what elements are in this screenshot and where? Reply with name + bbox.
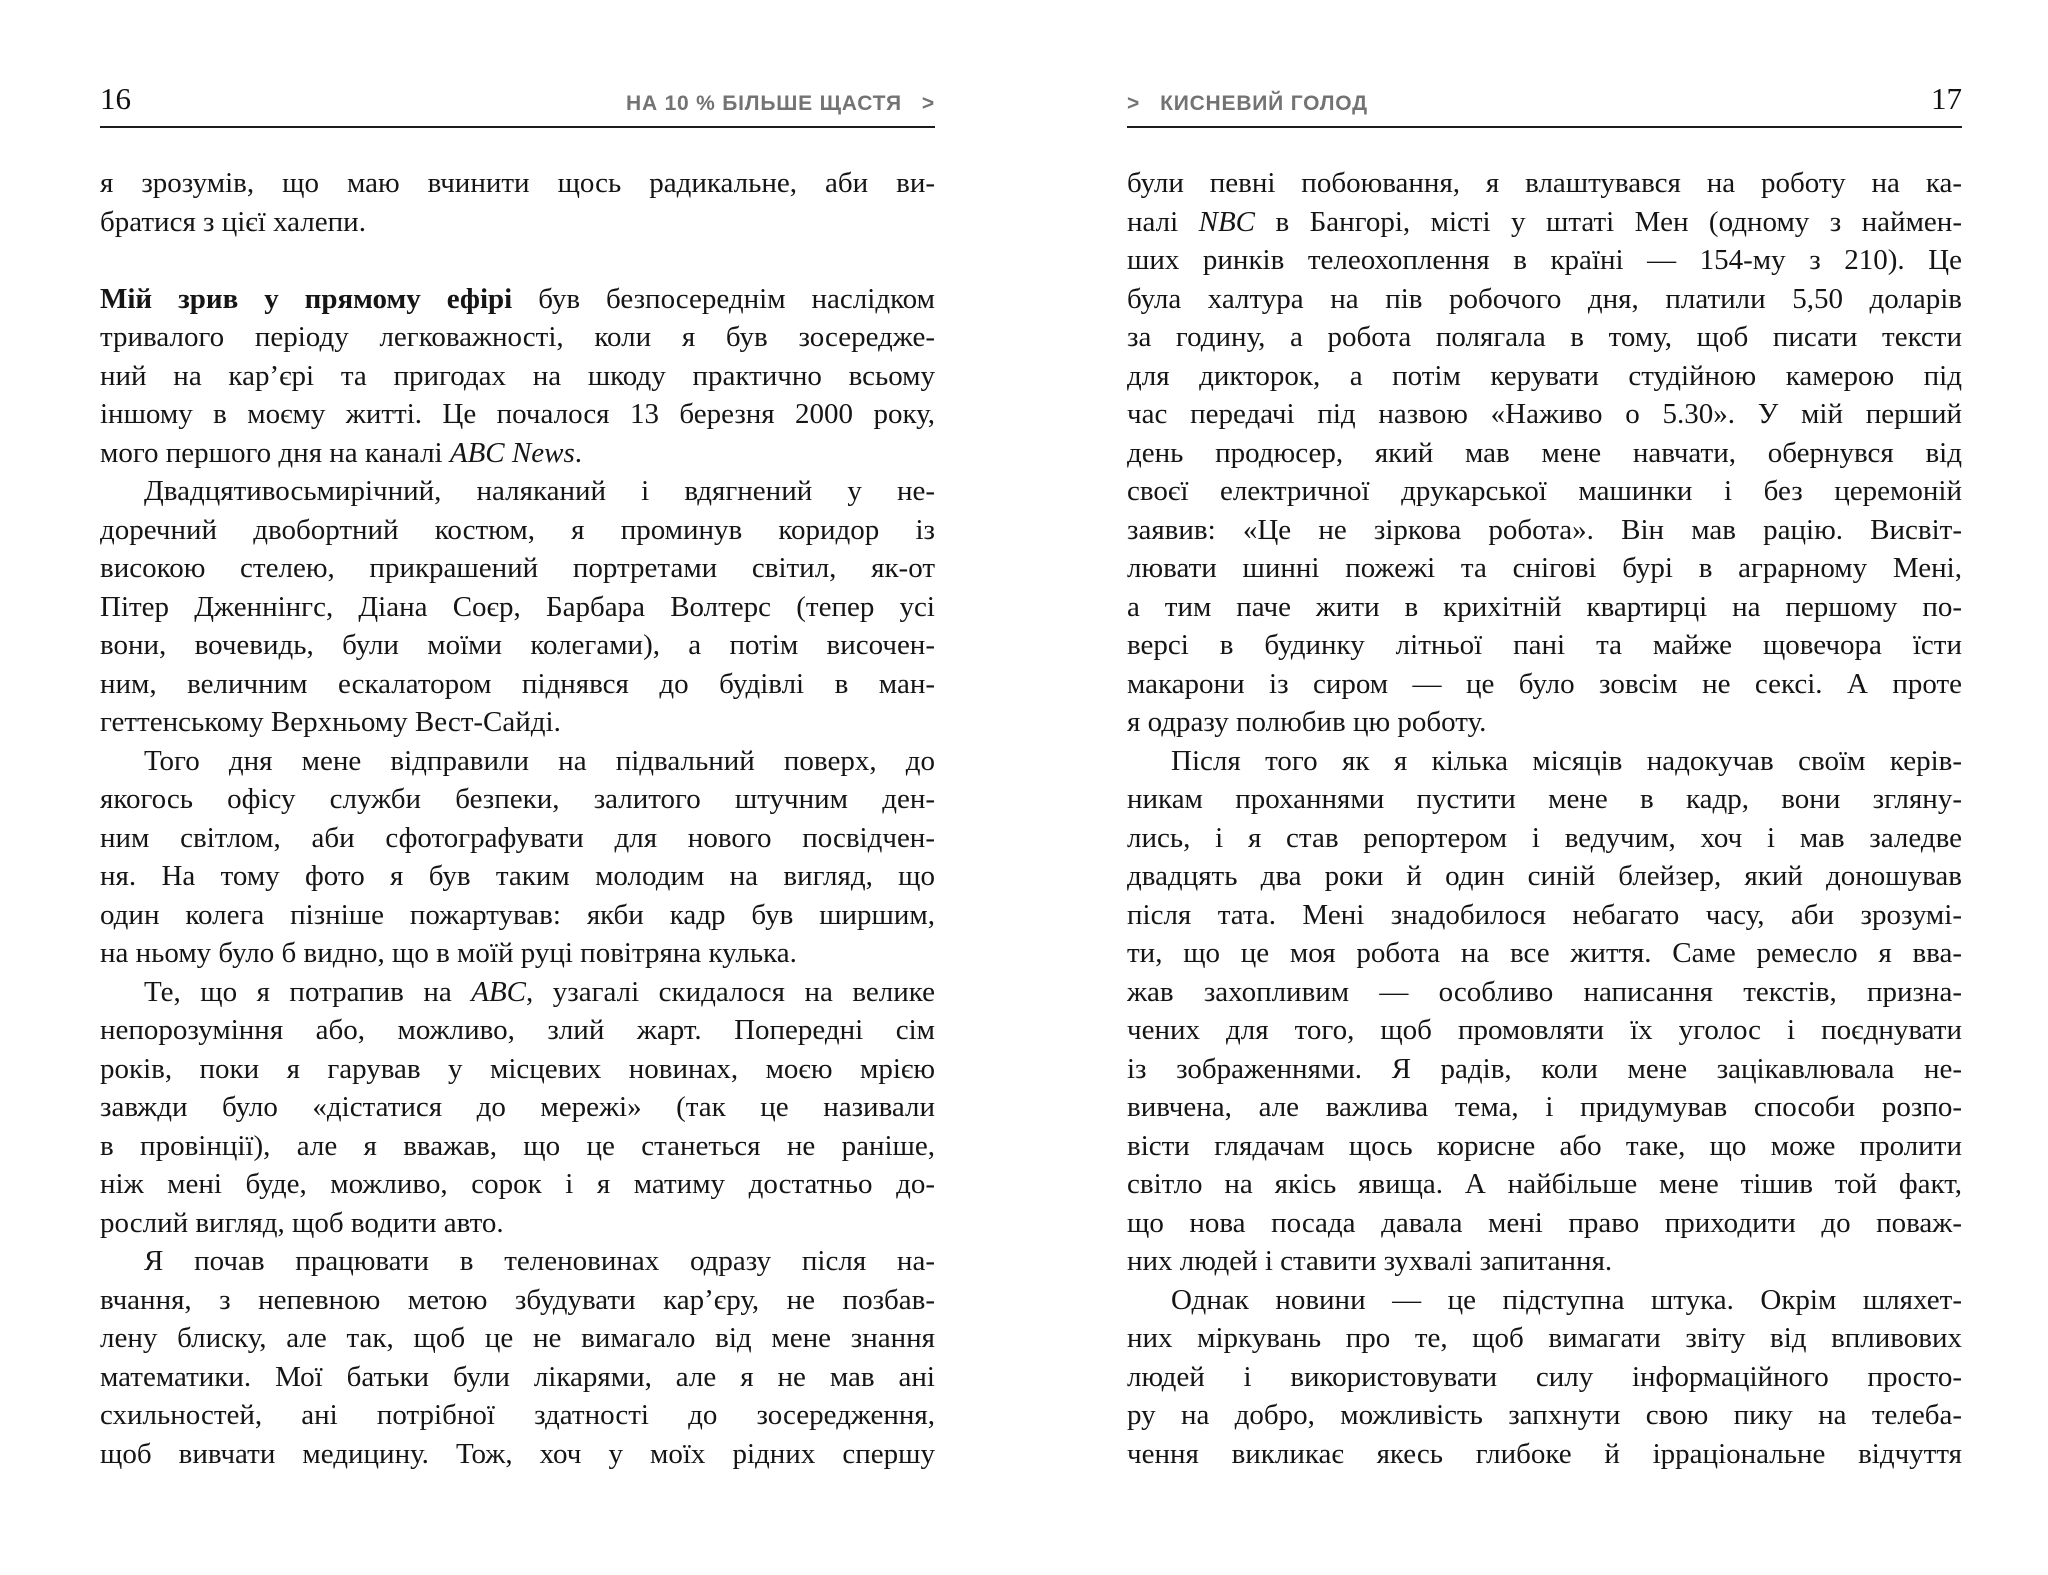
text-segment: братися з цієї халепи.	[100, 205, 366, 238]
text-line	[100, 934, 935, 973]
page-header-right	[1127, 58, 1962, 128]
text-segment: іншому в моєму житті. Це почалося 13 березня 2000 року,	[100, 398, 935, 430]
text-segment: день продюсер, який мав мене навчати, обернувся від	[1127, 436, 1962, 469]
text-segment: них людей і ставити зухвалі запитання.	[1127, 1245, 1613, 1277]
text-segment: лись, і я став репортером і ведучим, хоч і мав заледве	[1127, 821, 1962, 854]
text-line	[1127, 549, 1962, 588]
text-line	[1127, 1011, 1962, 1050]
text-line	[1127, 434, 1962, 473]
text-line	[1127, 742, 1962, 781]
text-segment: жав захопливим — особливо написання текстів, призна-	[1127, 975, 1962, 1008]
page-number-left: 16	[100, 81, 131, 116]
text-line	[1127, 203, 1962, 242]
text-segment: Того дня мене відправили на підвальний поверх, до	[144, 744, 935, 777]
text-line	[1127, 511, 1962, 550]
text-line	[1127, 1050, 1962, 1089]
text-segment: із зображеннями. Я радів, коли мене зацікавлювала не-	[1127, 1052, 1962, 1085]
text-segment: Однак новини — це підступна штука. Окрім шляхет-	[1171, 1283, 1962, 1316]
text-segment: щоб вивчати медицину. Тож, хоч у моїх рідних спершу	[100, 1437, 935, 1470]
text-segment: схильностей, ані потрібної здатності до зосередження,	[100, 1399, 935, 1431]
page-body-right	[1127, 164, 1962, 1473]
text-segment: вони, вочевидь, були моїми колегами), а потім височен-	[100, 629, 935, 661]
text-line	[100, 819, 935, 858]
text-segment: рослий вигляд, щоб водити авто.	[100, 1206, 504, 1239]
running-header-left-text: НА 10 % БІЛЬШЕ ЩАСТЯ	[626, 92, 902, 115]
text-segment: ним, величним ескалатором піднявся до будівлі в ман-	[100, 667, 935, 700]
text-segment: високою стелею, прикрашений портретами світил, як-от	[100, 552, 935, 584]
chevron-right-icon: >	[1127, 92, 1141, 115]
text-line	[100, 318, 935, 357]
text-line	[1127, 395, 1962, 434]
text-segment: я одразу полюбив цю роботу.	[1127, 706, 1487, 738]
text-line	[1127, 241, 1962, 280]
text-line	[100, 1204, 935, 1243]
text-segment: версі в будинку літньої пані та майже щовечора їсти	[1127, 629, 1962, 661]
text-segment: вчання, з непевною метою збудувати кар’єру, не позбав-	[100, 1283, 935, 1316]
text-line	[100, 626, 935, 665]
text-line	[100, 1435, 935, 1474]
text-segment: тривалого періоду легковажності, коли я був зосередже-	[100, 321, 935, 353]
text-segment: ня. На тому фото я був таким молодим на вигляд, що	[100, 860, 935, 892]
text-line	[1127, 626, 1962, 665]
text-line	[1127, 1165, 1962, 1204]
page-right	[1127, 58, 1962, 1473]
text-segment: ABC News	[449, 436, 575, 469]
text-segment: двадцять два роки й один синій блейзер, який доношував	[1127, 860, 1962, 892]
text-line	[1127, 780, 1962, 819]
text-segment: ний на кар’єрі та пригодах на шкоду практично всьому	[100, 359, 935, 392]
text-line	[100, 780, 935, 819]
text-line	[1127, 857, 1962, 896]
text-line	[1127, 1281, 1962, 1320]
text-line	[1127, 819, 1962, 858]
running-header-right	[1127, 93, 1368, 114]
text-segment: для дикторок, а потім керувати студійною камерою під	[1127, 359, 1962, 392]
blank-line	[100, 241, 935, 280]
text-segment: , узагалі скидалося на велике	[526, 975, 935, 1008]
text-segment: були певні побоювання, я влаштувався на роботу на ка-	[1127, 167, 1962, 199]
text-line	[100, 588, 935, 627]
text-line	[100, 549, 935, 588]
text-segment: а тим паче жити в крихітній квартирці на першому по-	[1127, 590, 1962, 623]
text-line	[1127, 1088, 1962, 1127]
text-segment: Пітер Дженнінгс, Діана Соєр, Барбара Волтерс (тепер усі	[100, 590, 935, 623]
text-segment: час передачі під назвою «Наживо о 5.30». У мій перший	[1127, 398, 1962, 430]
text-line	[100, 164, 935, 203]
text-line	[1127, 1319, 1962, 1358]
text-segment: в Бангорі, місті у штаті Мен (одному з наймен-	[1255, 205, 1962, 238]
text-segment: був безпосереднім наслідком	[512, 282, 935, 315]
text-line	[100, 1165, 935, 1204]
text-segment: вісти глядачам щось корисне або таке, що може пролити	[1127, 1129, 1962, 1162]
text-segment: якогось офісу служби безпеки, залитого штучним ден-	[100, 783, 935, 815]
text-segment: вивчена, але важлива тема, і придумував способи розпо-	[1127, 1091, 1962, 1123]
text-line	[100, 357, 935, 396]
text-line	[1127, 588, 1962, 627]
text-line	[1127, 665, 1962, 704]
text-segment: в провінції), але я вважав, що це станеться не раніше,	[100, 1129, 935, 1162]
text-segment: Те, що я потрапив на	[144, 975, 472, 1008]
text-segment: Після того як я кілька місяців надокучав своїм керів-	[1171, 744, 1962, 777]
text-segment: ніж мені буде, можливо, сорок і я матиму достатньо до-	[100, 1168, 935, 1200]
text-line	[100, 973, 935, 1012]
text-segment: людей і використовувати силу інформаційного просто-	[1127, 1360, 1962, 1393]
text-segment: геттенському Верхньому Вест-Сайді.	[100, 706, 561, 738]
text-line	[1127, 164, 1962, 203]
text-line	[100, 1088, 935, 1127]
text-segment: заявив: «Це не зіркова робота». Він мав рацію. Висвіт-	[1127, 513, 1962, 546]
text-segment: ру на добро, можливість запхнути свою пику на телеба-	[1127, 1399, 1962, 1431]
text-segment: була халтура на пів робочого дня, платили 5,50 доларів	[1127, 282, 1962, 315]
text-segment: лювати шинні пожежі та снігові бурі в аграрному Мені,	[1127, 552, 1962, 584]
text-line	[100, 896, 935, 935]
text-segment: я зрозумів, що маю вчинити щось радикальне, аби ви-	[100, 167, 935, 199]
text-line	[1127, 357, 1962, 396]
text-line	[100, 395, 935, 434]
text-line	[100, 1281, 935, 1320]
text-segment: чених для того, щоб промовляти їх уголос і поєднувати	[1127, 1014, 1962, 1046]
page-body-left	[100, 164, 935, 1473]
text-line	[1127, 1358, 1962, 1397]
page-header-left	[100, 58, 935, 128]
text-line	[100, 1127, 935, 1166]
text-segment: .	[574, 436, 582, 469]
text-line	[100, 280, 935, 319]
text-segment: Мій зрив у прямому ефірі	[100, 282, 513, 315]
text-segment: на ньому було б видно, що в моїй руці повітряна кулька.	[100, 937, 797, 969]
text-line	[100, 1319, 935, 1358]
text-line	[1127, 318, 1962, 357]
text-segment: після тата. Мені знадобилося небагато часу, аби зрозумі-	[1127, 898, 1962, 931]
running-header-right-text: КИСНЕВИЙ ГОЛОД	[1160, 92, 1368, 115]
text-segment: мого першого дня на каналі	[100, 436, 450, 469]
text-line	[1127, 934, 1962, 973]
text-segment: за годину, а робота полягала в тому, щоб писати тексти	[1127, 321, 1962, 353]
text-segment: доречний двобортний костюм, я проминув коридор із	[100, 513, 935, 546]
text-line	[1127, 280, 1962, 319]
text-line	[1127, 973, 1962, 1012]
text-line	[1127, 703, 1962, 742]
text-line	[1127, 1396, 1962, 1435]
text-segment: математики. Мої батьки були лікарями, але я не мав ані	[100, 1360, 935, 1393]
text-line	[100, 703, 935, 742]
text-line	[100, 1358, 935, 1397]
text-line	[100, 511, 935, 550]
text-line	[1127, 1204, 1962, 1243]
running-header-left	[626, 93, 935, 114]
text-segment: макарони із сиром — це було зовсім не сексі. А проте	[1127, 667, 1962, 700]
text-line	[1127, 1435, 1962, 1474]
text-segment: непорозуміння або, можливо, злий жарт. Попередні сім	[100, 1014, 935, 1046]
text-line	[1127, 472, 1962, 511]
text-line	[100, 1011, 935, 1050]
text-segment: завжди було «дістатися до мережі» (так це називали	[100, 1091, 935, 1123]
text-line	[100, 742, 935, 781]
text-segment: налі	[1127, 205, 1199, 238]
text-segment: що нова посада давала мені право приходити до поваж-	[1127, 1206, 1962, 1239]
text-segment: ним світлом, аби сфотографувати для нового посвідчен-	[100, 821, 935, 854]
page-number-right: 17	[1931, 81, 1962, 116]
text-segment: ших ринків телеохоплення в країні — 154-му з 210). Це	[1127, 244, 1962, 276]
text-segment: Я почав працювати в теленовинах одразу після на-	[144, 1245, 935, 1277]
text-segment: NBC	[1198, 205, 1256, 238]
text-line	[1127, 1127, 1962, 1166]
text-line	[100, 203, 935, 242]
text-segment: ABC	[471, 975, 527, 1008]
text-segment: один колега пізніше пожартував: якби кадр був ширшим,	[100, 898, 935, 931]
text-line	[100, 434, 935, 473]
text-segment: Двадцятивосьмирічний, наляканий і вдягнений у не-	[144, 475, 935, 507]
text-segment: ти, що це моя робота на все життя. Саме ремесло я вва-	[1127, 937, 1962, 969]
text-segment: світло на якісь явища. А найбільше мене тішив той факт,	[1127, 1168, 1962, 1200]
text-line	[1127, 896, 1962, 935]
chevron-right-icon: >	[921, 92, 935, 115]
text-segment: років, поки я гарував у місцевих новинах, моєю мрією	[100, 1052, 935, 1085]
text-line	[100, 857, 935, 896]
text-segment: чення викликає якесь глибоке й ірраціональне відчуття	[1127, 1437, 1962, 1470]
text-line	[100, 665, 935, 704]
text-segment: лену блиску, але так, щоб це не вимагало від мене знання	[100, 1322, 935, 1354]
text-line	[100, 472, 935, 511]
text-segment: них міркувань про те, щоб вимагати звіту від впливових	[1127, 1322, 1962, 1354]
page-left	[100, 58, 935, 1473]
text-line	[1127, 1242, 1962, 1281]
text-line	[100, 1242, 935, 1281]
text-segment: своєї електричної друкарської машинки і без церемоній	[1127, 475, 1962, 507]
text-line	[100, 1050, 935, 1089]
text-segment: никам проханнями пустити мене в кадр, вони згляну-	[1127, 783, 1962, 815]
text-line	[100, 1396, 935, 1435]
